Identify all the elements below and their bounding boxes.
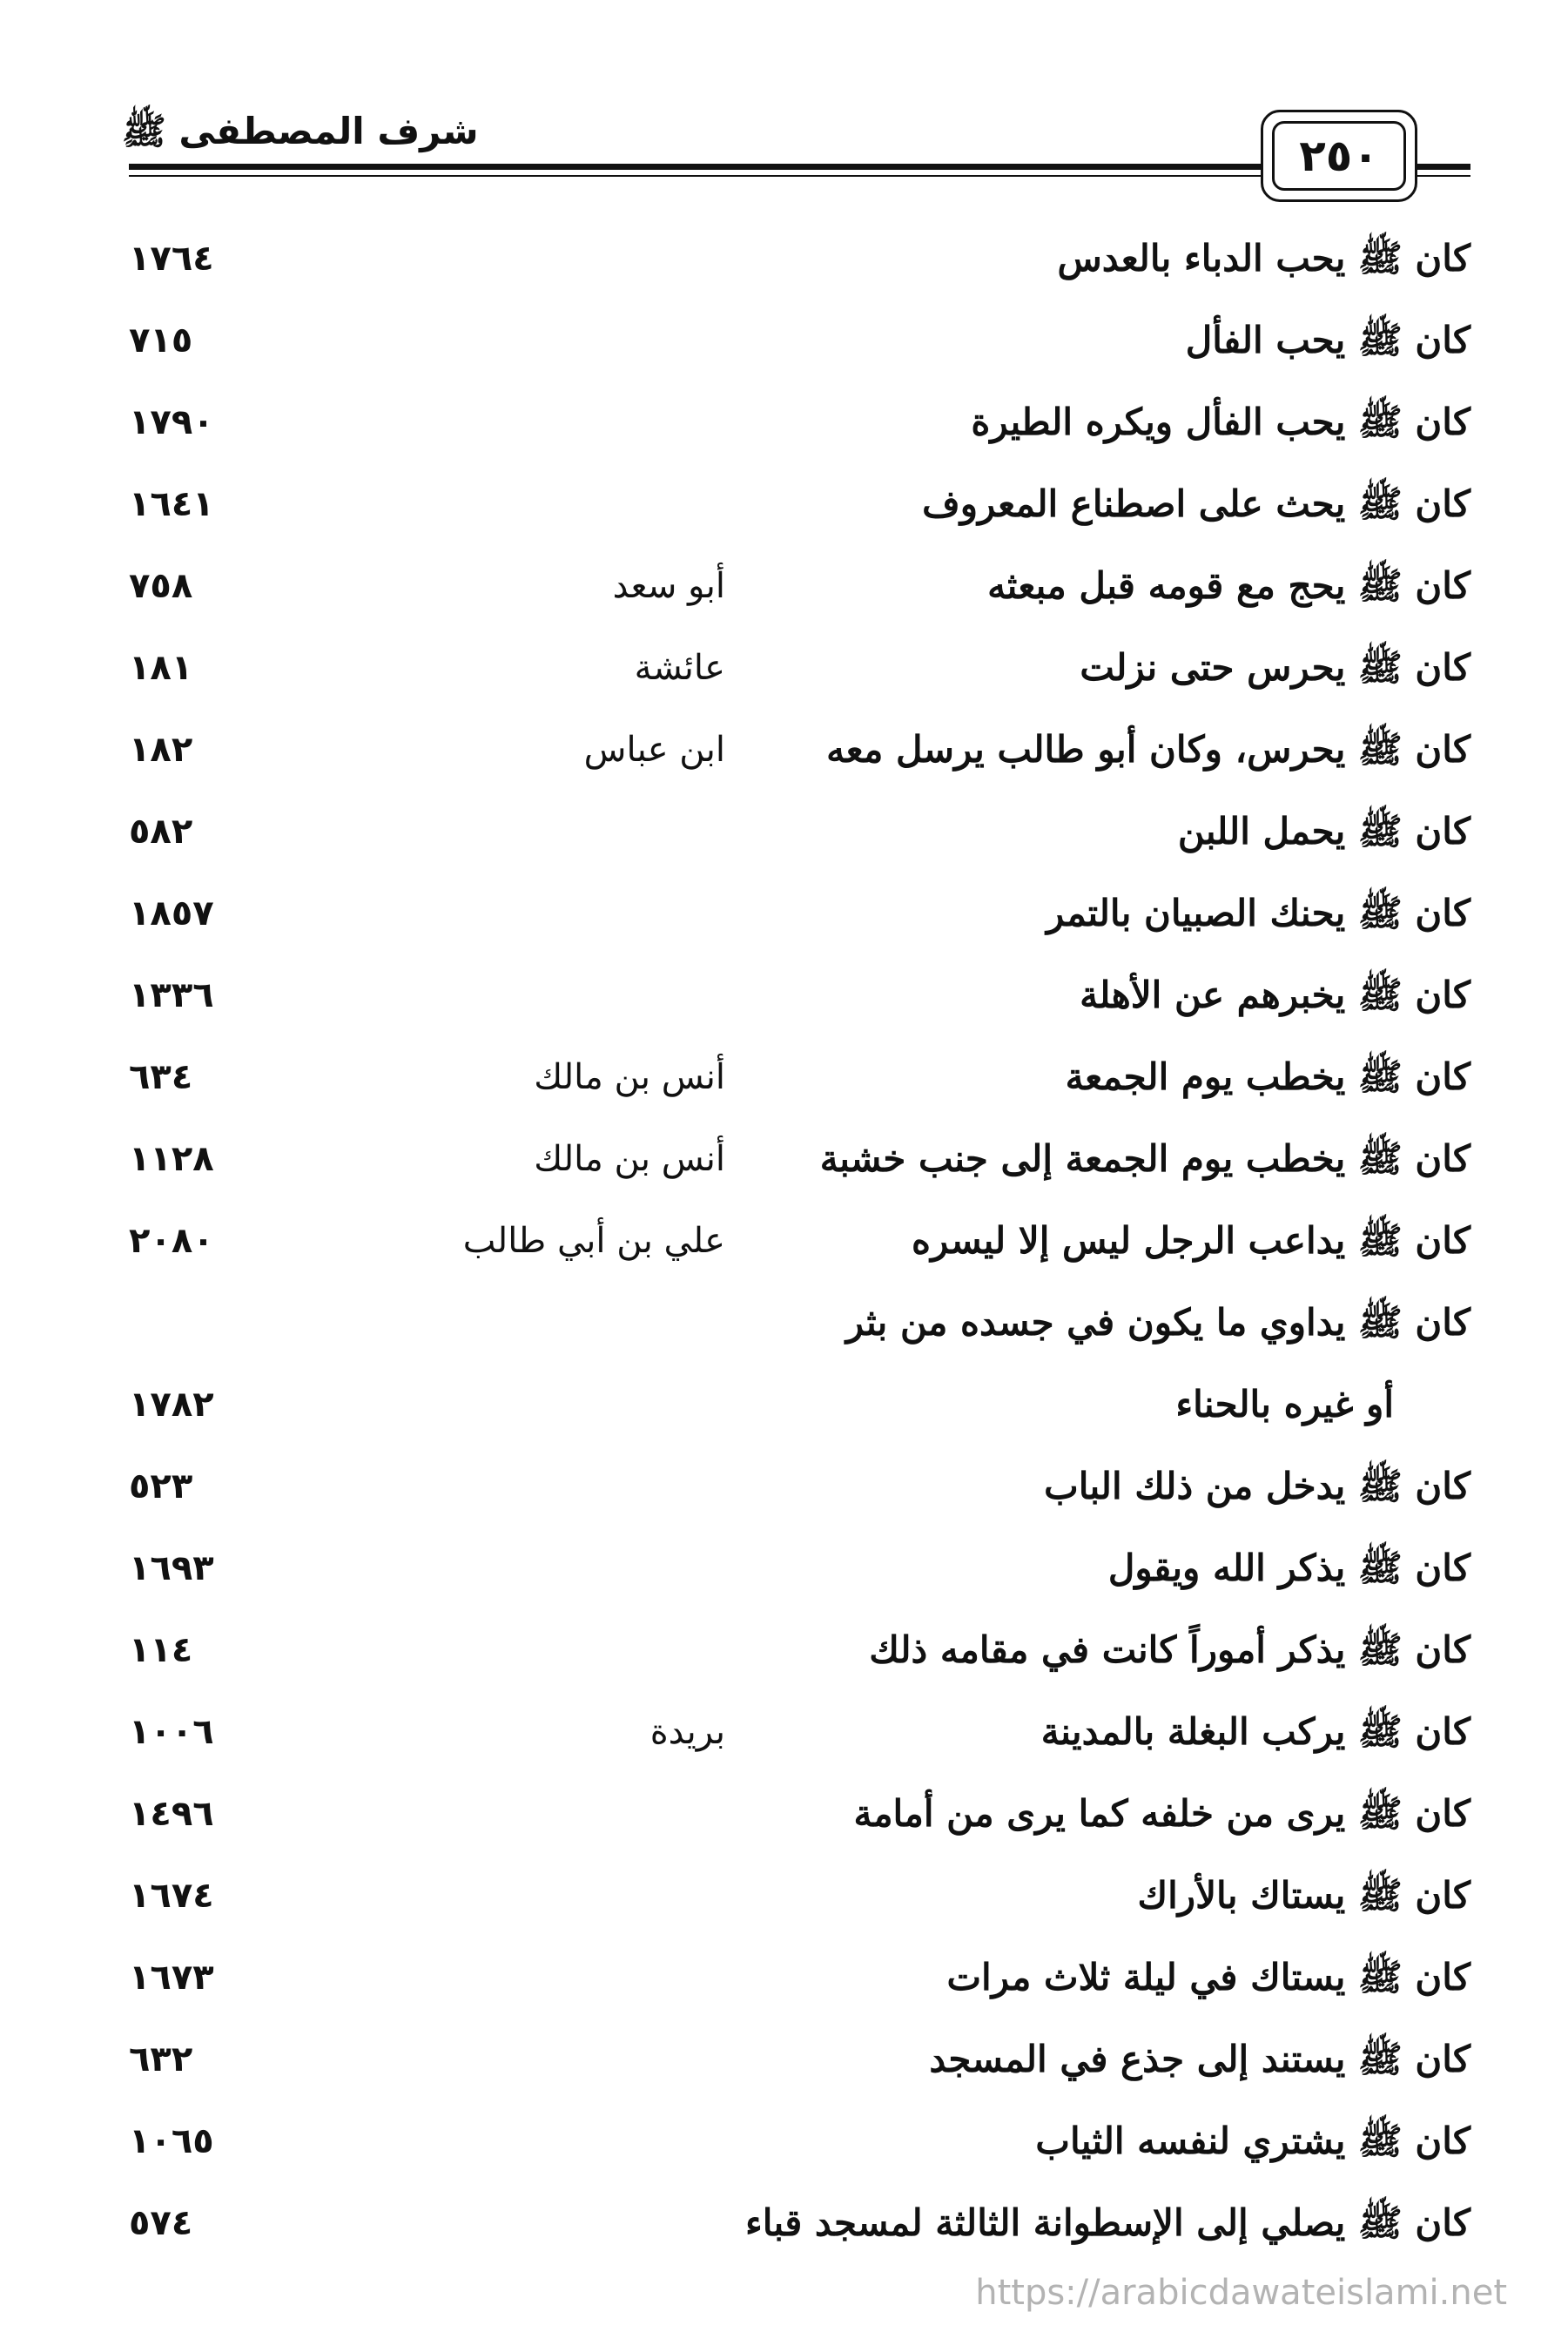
index-row <box>0 791 1568 873</box>
index-row <box>0 709 1568 791</box>
index-hadith-number: ١١٢٨ <box>129 1139 214 1179</box>
index-hadith-number: ١١٤ <box>129 1630 193 1670</box>
index-entry-text: كان ﷺ يذكر الله ويقول <box>1107 1547 1470 1589</box>
index-entry-text: كان ﷺ يحب الدباء بالعدس <box>1057 237 1470 280</box>
index-hadith-number: ١٨١ <box>129 648 193 688</box>
index-row <box>0 873 1568 954</box>
index-entry-text: كان ﷺ يخطب يوم الجمعة إلى جنب خشبة <box>819 1137 1470 1180</box>
index-entry-text: كان ﷺ يحب الفأل <box>1185 319 1470 361</box>
index-entry-text: كان ﷺ يستاك بالأراك <box>1137 1874 1470 1917</box>
index-hadith-number: ١٨٢ <box>129 730 193 770</box>
index-entry-text: كان ﷺ يخطب يوم الجمعة <box>1065 1055 1470 1098</box>
running-header-title: شرف المصطفى ﷺ <box>122 110 479 152</box>
index-row <box>0 1364 1568 1446</box>
index-entry-text: كان ﷺ يخبرهم عن الأهلة <box>1080 974 1470 1016</box>
index-entry-text: كان ﷺ يستاك في ليلة ثلاث مرات <box>946 1956 1470 1998</box>
index-entry-text: كان ﷺ يصلي إلى الإسطوانة الثالثة لمسجد قباء <box>745 2201 1470 2244</box>
watermark-url: https://arabicdawateislami.net <box>975 2273 1507 2313</box>
index-row <box>0 1691 1568 1773</box>
index-entry-text: أو غيره بالحناء <box>1175 1383 1394 1425</box>
index-narrator: بريدة <box>649 1712 725 1752</box>
index-row <box>0 1773 1568 1855</box>
page-number-frame <box>1261 110 1417 202</box>
index-narrator: أبو سعد <box>612 566 725 606</box>
index-hadith-number: ٥٢٣ <box>129 1466 193 1506</box>
index-entry-text: كان ﷺ يحرس حتى نزلت <box>1080 646 1470 689</box>
index-row <box>0 1036 1568 1118</box>
index-narrator: عائشة <box>634 648 725 688</box>
index-hadith-number: ١٧٦٤ <box>129 239 214 279</box>
index-narrator: علي بن أبي طالب <box>462 1221 725 1261</box>
index-row <box>0 1855 1568 1937</box>
index-row <box>0 381 1568 463</box>
index-hadith-number: ١٠٦٥ <box>129 2121 214 2161</box>
index-hadith-number: ١٧٨٢ <box>129 1385 214 1425</box>
index-row <box>0 2100 1568 2182</box>
index-hadith-number: ٦٣٤ <box>129 1057 193 1097</box>
index-list <box>0 218 1568 2264</box>
index-hadith-number: ١٦٤١ <box>129 484 214 524</box>
index-narrator: ابن عباس <box>583 730 725 770</box>
index-hadith-number: ٦٣٢ <box>129 2039 193 2079</box>
index-row <box>0 1937 1568 2019</box>
index-entry-text: كان ﷺ يركب البغلة بالمدينة <box>1040 1710 1470 1753</box>
index-entry-text: كان ﷺ يحج مع قومه قبل مبعثه <box>987 564 1470 607</box>
index-row <box>0 1609 1568 1691</box>
index-entry-text: كان ﷺ يحنك الصبيان بالتمر <box>1046 892 1470 934</box>
index-entry-text: كان ﷺ يذكر أموراً كانت في مقامه ذلك <box>869 1628 1470 1671</box>
index-hadith-number: ١٣٣٦ <box>129 975 214 1015</box>
index-row <box>0 1200 1568 1282</box>
index-entry-text: كان ﷺ يداوي ما يكون في جسده من بثر <box>845 1301 1470 1344</box>
index-entry-text: كان ﷺ يشتري لنفسه الثياب <box>1035 2120 1470 2162</box>
index-hadith-number: ١٦٧٤ <box>129 1876 214 1916</box>
index-row <box>0 627 1568 709</box>
index-row <box>0 2019 1568 2100</box>
index-row <box>0 463 1568 545</box>
index-entry-text: كان ﷺ يرى من خلفه كما يرى من أمامة <box>853 1792 1470 1835</box>
index-narrator: أنس بن مالك <box>534 1057 725 1097</box>
index-row <box>0 1527 1568 1609</box>
index-entry-text: كان ﷺ يستند إلى جذع في المسجد <box>929 2038 1470 2080</box>
index-hadith-number: ١٤٩٦ <box>129 1794 214 1834</box>
index-hadith-number: ٥٧٤ <box>129 2203 193 2243</box>
index-hadith-number: ٥٨٢ <box>129 812 193 852</box>
index-row <box>0 300 1568 381</box>
index-row <box>0 954 1568 1036</box>
index-hadith-number: ١٨٥٧ <box>129 893 214 933</box>
index-entry-text: كان ﷺ يدخل من ذلك الباب <box>1044 1465 1470 1507</box>
index-row <box>0 218 1568 300</box>
index-row <box>0 1282 1568 1364</box>
index-hadith-number: ١٦٩٣ <box>129 1548 214 1588</box>
index-narrator: أنس بن مالك <box>534 1139 725 1179</box>
index-row <box>0 1118 1568 1200</box>
index-hadith-number: ١٦٧٣ <box>129 1958 214 1998</box>
index-entry-text: كان ﷺ يداعب الرجل ليس إلا ليسره <box>912 1219 1470 1262</box>
index-entry-text: كان ﷺ يحرس، وكان أبو طالب يرسل معه <box>826 728 1470 771</box>
index-hadith-number: ٧٥٨ <box>129 566 193 606</box>
index-row <box>0 1446 1568 1527</box>
page-number: ٢٥٠ <box>1272 121 1406 191</box>
index-row <box>0 2182 1568 2264</box>
index-row <box>0 545 1568 627</box>
index-entry-text: كان ﷺ يحب الفأل ويكره الطيرة <box>971 401 1470 443</box>
index-entry-text: كان ﷺ يحمل اللبن <box>1177 810 1470 853</box>
index-hadith-number: ٧١٥ <box>129 320 193 361</box>
index-hadith-number: ٢٠٨٠ <box>129 1221 214 1261</box>
index-hadith-number: ١٠٠٦ <box>129 1712 214 1752</box>
index-entry-text: كان ﷺ يحث على اصطناع المعروف <box>922 482 1470 525</box>
index-hadith-number: ١٧٩٠ <box>129 402 214 442</box>
